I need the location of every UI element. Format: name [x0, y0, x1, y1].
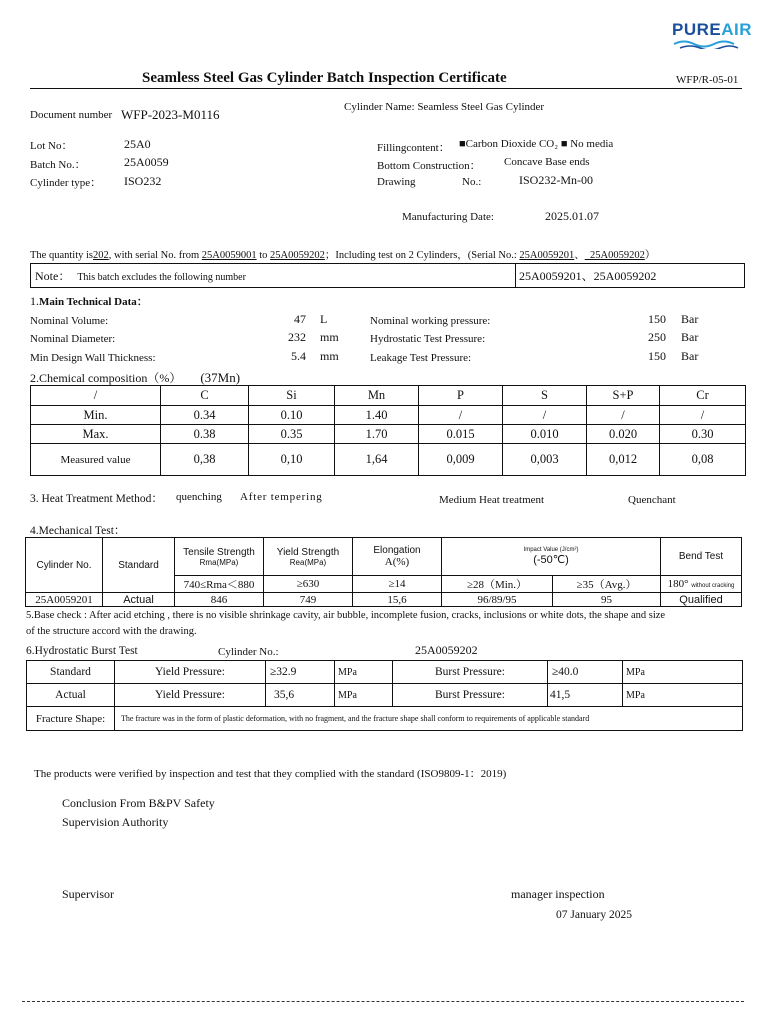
doc-number-label: Document number [30, 109, 113, 121]
chemical-grade: (37Mn) [200, 370, 241, 385]
burst-yp-value: ≥32.9 [266, 661, 335, 684]
tech-row-2-rvalue: 150 [648, 349, 666, 363]
heat-value-2: After tempering [240, 491, 323, 503]
chem-header: S [503, 386, 587, 406]
title-underline [30, 88, 742, 89]
mech-cell: 15,6 [353, 593, 442, 607]
quantity-value: 202 [93, 250, 109, 261]
bottom-dashed-line [22, 1001, 744, 1002]
chem-cell: / [587, 406, 660, 425]
chem-cell: Max. [31, 425, 161, 444]
mech-header-elong: Elongation A(%) [353, 538, 442, 576]
tech-row-0-label: Nominal Volume: [30, 315, 109, 327]
chem-header: Cr [660, 386, 746, 406]
note-box [30, 263, 745, 288]
burst-bp-value: ≥40.0 [548, 661, 623, 684]
chem-header: P [419, 386, 503, 406]
note-value: 25A0059201、25A0059202 [516, 264, 745, 288]
burst-unit: MPa [623, 661, 743, 684]
mech-header-yield: Yield Strength Rea(MPa) [264, 538, 353, 576]
chem-cell: 1.40 [335, 406, 419, 425]
chem-header: Mn [335, 386, 419, 406]
chem-cell: 0.38 [161, 425, 249, 444]
mech-header-cyl: Cylinder No. [26, 538, 103, 593]
mech-cell: 95 [553, 593, 661, 607]
serial-from: 25A0059001 [201, 250, 257, 261]
mech-req-bend: 180° without cracking [661, 576, 742, 593]
mech-cell: 846 [175, 593, 264, 607]
mech-cell: 96/89/95 [442, 593, 553, 607]
chem-cell: 0.10 [249, 406, 335, 425]
page-title: Seamless Steel Gas Cylinder Batch Inspection Certificate [142, 70, 507, 86]
manager-label: manager inspection [511, 887, 605, 901]
filling-value: ■Carbon Dioxide CO₂ ■ No media [459, 138, 614, 150]
mfg-date-value: 2025.01.07 [545, 209, 599, 223]
tech-row-2-runit: Bar [681, 349, 699, 363]
mech-req-yield: ≥630 [264, 576, 353, 593]
test-serial-2: _25A0059202 [584, 250, 645, 261]
form-code: WFP/R-05-01 [676, 74, 739, 86]
burst-yp-label: Yield Pressure: [115, 684, 266, 707]
tech-row-2-label: Min Design Wall Thickness: [30, 352, 156, 364]
base-check-line-2: of the structure accord with the drawing. [26, 626, 197, 637]
tech-row-2-rlabel: Leakage Test Pressure: [370, 352, 472, 364]
fracture-label: Fracture Shape: [27, 707, 115, 731]
compliance-statement: The products were verified by inspection and test that they complied with the standard (ISO9809-1：2019) [34, 768, 507, 780]
mech-header-std: Standard [103, 538, 175, 593]
burst-bp-label: Burst Pressure: [393, 684, 548, 707]
burst-yp-value: 35,6 [266, 684, 335, 707]
chem-cell: 0,08 [660, 444, 746, 476]
chem-cell: / [503, 406, 587, 425]
base-check-line-1: 5.Base check : After acid etching , there is no visible shrinkage cavity, air bubble, incomplete fusion, cracks, inclusions or white dots, the shape and size [26, 610, 666, 621]
conclusion-line-2: Supervision Authority [62, 815, 169, 829]
burst-unit: MPa [623, 684, 743, 707]
tech-row-1-unit: mm [320, 330, 339, 344]
company-logo [672, 20, 752, 49]
chem-cell: / [660, 406, 746, 425]
note-label: Note： [35, 269, 71, 283]
doc-number-value: WFP-2023-M0116 [121, 107, 220, 122]
chemical-heading: 2.Chemical composition（%） (37Mn) [30, 370, 241, 385]
tech-row-2-unit: mm [320, 349, 339, 363]
mech-header-impact: Impact Value (J/cm²) (-50℃) [442, 538, 661, 576]
chem-header: Si [249, 386, 335, 406]
logo-text-air: AIR [721, 20, 753, 39]
heat-heading: 3. Heat Treatment Method： [30, 493, 163, 505]
chem-cell: 0.020 [587, 425, 660, 444]
chem-cell: 0,38 [161, 444, 249, 476]
lot-value: 25A0 [124, 137, 151, 151]
burst-bp-label: Burst Pressure: [393, 661, 548, 684]
cylinder-type-value: ISO232 [124, 174, 162, 188]
fracture-text: The fracture was in the form of plastic deformation, with no fragment, and the fracture shape shall conform to requirements of applicable standard [115, 707, 743, 731]
chem-cell: 0,009 [419, 444, 503, 476]
burst-unit: MPa [335, 661, 393, 684]
drawing-no-label: No.: [462, 176, 482, 188]
mech-cell: 749 [264, 593, 353, 607]
chem-cell: 1,64 [335, 444, 419, 476]
mech-req-elong: ≥14 [353, 576, 442, 593]
chem-cell: Min. [31, 406, 161, 425]
burst-unit: MPa [335, 684, 393, 707]
mech-header-bend: Bend Test [661, 538, 742, 576]
drawing-value: ISO232-Mn-00 [519, 173, 593, 187]
batch-value: 25A0059 [124, 155, 169, 169]
burst-row-label: Actual [27, 684, 115, 707]
burst-bp-value: 41,5 [548, 684, 623, 707]
burst-table [26, 660, 743, 731]
tech-row-0-rvalue: 150 [648, 312, 666, 326]
test-serial-1: 25A0059201 [519, 250, 575, 261]
heat-value-3: Medium Heat treatment [439, 494, 545, 506]
chem-header: S+P [587, 386, 660, 406]
tech-row-1-runit: Bar [681, 330, 699, 344]
heat-value-1: quenching [176, 491, 222, 503]
supervisor-label: Supervisor [62, 887, 114, 901]
mech-req-impact-min: ≥28（Min.） [442, 576, 553, 593]
conclusion-line-1: Conclusion From B&PV Safety [62, 796, 215, 810]
bottom-value: Concave Base ends [504, 156, 590, 168]
chem-header: C [161, 386, 249, 406]
chem-cell: 1.70 [335, 425, 419, 444]
batch-label: Batch No.： [30, 159, 86, 171]
technical-heading: 1.Main Technical Data： [30, 294, 148, 308]
heat-value-4: Quenchant [628, 494, 676, 506]
mech-cell: Qualified [661, 593, 742, 607]
mfg-date-label: Manufacturing Date: [402, 211, 494, 223]
tech-row-1-rvalue: 250 [648, 330, 666, 344]
chem-cell: 0,003 [503, 444, 587, 476]
tech-row-2-value: 5.4 [291, 349, 306, 363]
quantity-line: The quantity is202, with serial No. from 25A0059001 to 25A0059202；Including test on 2 Cylinders，(Serial No.: 25A0059201、_25A0059202） [30, 250, 656, 261]
chem-cell: 0.010 [503, 425, 587, 444]
chem-cell: 0.30 [660, 425, 746, 444]
burst-cyl-label: Cylinder No.: [218, 646, 279, 658]
signature-date: 07 January 2025 [556, 909, 633, 921]
chem-cell: 0,012 [587, 444, 660, 476]
chem-cell: 0,10 [249, 444, 335, 476]
tech-row-0-runit: Bar [681, 312, 699, 326]
mech-header-tensile: Tensile Strength Rma(MPa) [175, 538, 264, 576]
serial-to: 25A0059202 [270, 250, 325, 261]
bottom-label: Bottom Construction： [377, 160, 481, 172]
mech-cell: 25A0059201 [26, 593, 103, 607]
lot-label: Lot No： [30, 140, 73, 152]
chemical-table [30, 385, 746, 476]
burst-cyl-value: 25A0059202 [415, 643, 478, 657]
chem-cell: 0.35 [249, 425, 335, 444]
burst-yp-label: Yield Pressure: [115, 661, 266, 684]
mech-req-tensile: 740≤Rma＜880 [175, 576, 264, 593]
filling-label: Fillingcontent： [377, 142, 450, 154]
tech-row-1-label: Nominal Diameter: [30, 333, 116, 345]
cylinder-name: Cylinder Name: Seamless Steel Gas Cylinder [344, 101, 545, 113]
chem-cell: 0.34 [161, 406, 249, 425]
chem-cell: Measured value [31, 444, 161, 476]
logo-text-pure: PURE [672, 20, 722, 39]
mech-req-impact-avg: ≥35（Avg.） [553, 576, 661, 593]
tech-row-0-value: 47 [294, 312, 306, 326]
burst-row-label: Standard [27, 661, 115, 684]
chem-header: / [31, 386, 161, 406]
drawing-label: Drawing [377, 176, 416, 188]
chem-cell: / [419, 406, 503, 425]
mechanical-table [25, 537, 742, 607]
chem-cell: 0.015 [419, 425, 503, 444]
tech-row-1-value: 232 [288, 330, 306, 344]
tech-row-0-unit: L [320, 312, 328, 326]
mechanical-heading: 4.Mechanical Test： [30, 525, 126, 537]
cylinder-type-label: Cylinder type： [30, 177, 102, 189]
mech-cell: Actual [103, 593, 175, 607]
tech-row-0-rlabel: Nominal working pressure: [370, 315, 491, 327]
note-text: This batch excludes the following number [77, 272, 246, 283]
burst-heading: 6.Hydrostatic Burst Test [26, 645, 138, 657]
tech-row-1-rlabel: Hydrostatic Test Pressure: [370, 333, 486, 345]
wave-icon [672, 39, 742, 49]
